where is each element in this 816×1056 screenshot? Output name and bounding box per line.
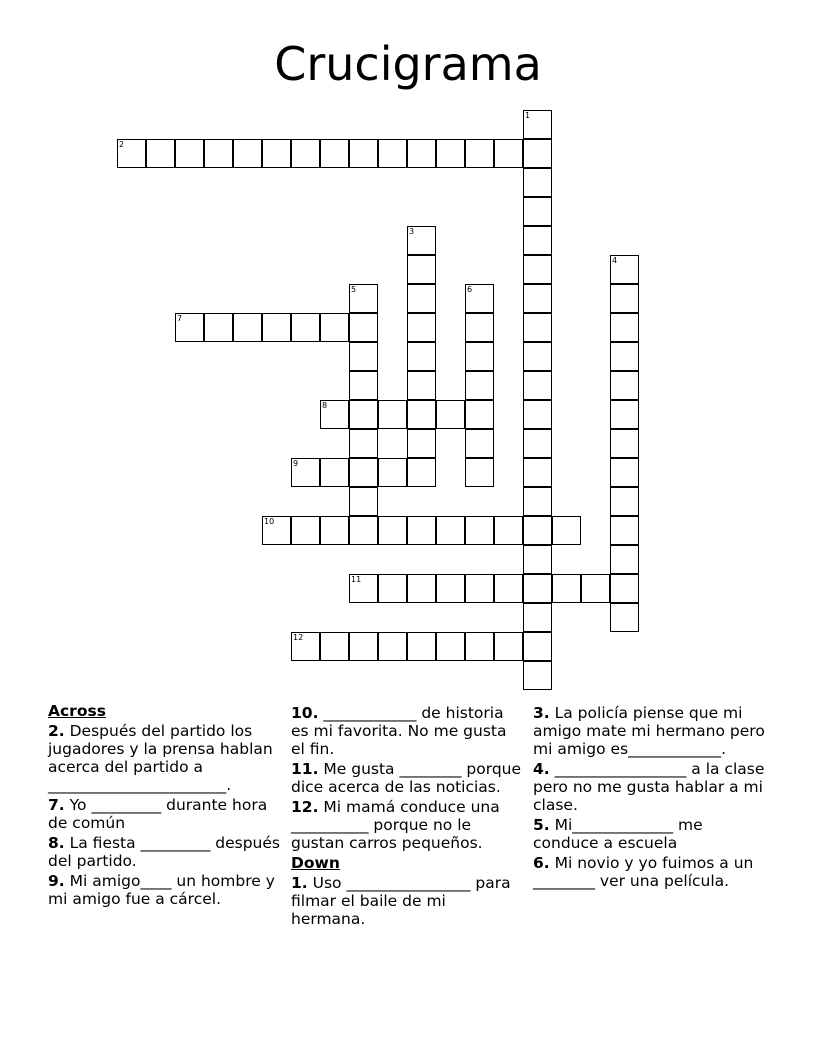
- crossword-cell[interactable]: [523, 110, 552, 139]
- clue-number: 11: [351, 575, 362, 584]
- crossword-cell[interactable]: [320, 632, 349, 661]
- crossword-cell[interactable]: [523, 255, 552, 284]
- crossword-cell[interactable]: [610, 371, 639, 400]
- crossword-cell[interactable]: [291, 458, 320, 487]
- clue-number: 2: [119, 140, 125, 149]
- clue-down-3: 3. La policía piense que mi amigo mate mi hermano pero mi amigo es____________.: [533, 704, 765, 758]
- crossword-cell[interactable]: [407, 255, 436, 284]
- crossword-cell[interactable]: [291, 139, 320, 168]
- crossword-cell[interactable]: [581, 574, 610, 603]
- crossword-cell[interactable]: [523, 487, 552, 516]
- crossword-cell[interactable]: [407, 313, 436, 342]
- crossword-cell[interactable]: [407, 284, 436, 313]
- crossword-cell[interactable]: [523, 516, 552, 545]
- crossword-cell[interactable]: [610, 255, 639, 284]
- clue-number: 5: [351, 285, 357, 294]
- clue-number: 8: [322, 401, 328, 410]
- crossword-cell[interactable]: [349, 313, 378, 342]
- clues-column-1: [48, 700, 280, 910]
- crossword-cell[interactable]: [349, 284, 378, 313]
- clue-down-6: 6. Mi novio y yo fuimos a un ________ ver una película.: [533, 854, 754, 890]
- crossword-cell[interactable]: [407, 574, 436, 603]
- crossword-cell[interactable]: [610, 603, 639, 632]
- crossword-cell[interactable]: [262, 516, 291, 545]
- crossword-cell[interactable]: [117, 139, 146, 168]
- clues-column-3: [533, 700, 765, 892]
- clue-number: 1: [525, 111, 531, 120]
- crossword-cell[interactable]: [233, 139, 262, 168]
- crossword-cell[interactable]: [523, 139, 552, 168]
- crossword-cell[interactable]: [610, 400, 639, 429]
- clue-across-2: 2. Después del partido los jugadores y la prensa hablan acerca del partido a _______________________.: [48, 722, 273, 794]
- clue-across-8: 8. La fiesta _________ después del partido.: [48, 834, 280, 870]
- crossword-cell[interactable]: [407, 139, 436, 168]
- crossword-cell[interactable]: [407, 516, 436, 545]
- crossword-cell[interactable]: [349, 342, 378, 371]
- crossword-cell[interactable]: [407, 429, 436, 458]
- crossword-cell[interactable]: [407, 400, 436, 429]
- crossword-cell[interactable]: [291, 632, 320, 661]
- crossword-cell[interactable]: [349, 487, 378, 516]
- crossword-cell[interactable]: [436, 574, 465, 603]
- crossword-cell[interactable]: [378, 139, 407, 168]
- crossword-cell[interactable]: [465, 574, 494, 603]
- crossword-cell[interactable]: [494, 632, 523, 661]
- crossword-cell[interactable]: [146, 139, 175, 168]
- crossword-cell[interactable]: [262, 139, 291, 168]
- crossword-cell[interactable]: [378, 632, 407, 661]
- crossword-cell[interactable]: [204, 139, 233, 168]
- crossword-cell[interactable]: [523, 429, 552, 458]
- crossword-cell[interactable]: [523, 168, 552, 197]
- crossword-cell[interactable]: [523, 603, 552, 632]
- clue-number: 12: [293, 633, 304, 642]
- crossword-cell[interactable]: [349, 632, 378, 661]
- crossword-cell[interactable]: [523, 371, 552, 400]
- crossword-cell[interactable]: [204, 313, 233, 342]
- crossword-cell[interactable]: [378, 516, 407, 545]
- crossword-cell[interactable]: [407, 226, 436, 255]
- clue-across-9: 9. Mi amigo____ un hombre y mi amigo fue a cárcel.: [48, 872, 275, 908]
- crossword-cell[interactable]: [378, 400, 407, 429]
- clue-number: 3: [409, 227, 415, 236]
- crossword-cell[interactable]: [320, 400, 349, 429]
- crossword-cell[interactable]: [523, 313, 552, 342]
- crossword-cell[interactable]: [291, 313, 320, 342]
- crossword-cell[interactable]: [349, 371, 378, 400]
- crossword-cell[interactable]: [523, 342, 552, 371]
- crossword-cell[interactable]: [349, 574, 378, 603]
- crossword-cell[interactable]: [465, 313, 494, 342]
- crossword-cell[interactable]: [465, 371, 494, 400]
- crossword-cell[interactable]: [610, 284, 639, 313]
- clue-across-12: 12. Mi mamá conduce una __________ porque no le gustan carros pequeños.: [291, 798, 500, 852]
- crossword-cell[interactable]: [465, 284, 494, 313]
- clue-down-4: 4. _________________ a la clase pero no me gusta hablar a mi clase.: [533, 760, 765, 814]
- crossword-cell[interactable]: [175, 313, 204, 342]
- crossword-cell[interactable]: [436, 632, 465, 661]
- crossword-cell[interactable]: [407, 342, 436, 371]
- crossword-cell[interactable]: [407, 458, 436, 487]
- crossword-cell[interactable]: [436, 516, 465, 545]
- crossword-cell[interactable]: [465, 400, 494, 429]
- crossword-cell[interactable]: [610, 545, 639, 574]
- crossword-cell[interactable]: [610, 516, 639, 545]
- crossword-cell[interactable]: [523, 661, 552, 690]
- crossword-cell[interactable]: [523, 458, 552, 487]
- crossword-cell[interactable]: [407, 632, 436, 661]
- clue-across-10: 10. ____________ de historia es mi favorita. No me gusta el fin.: [291, 704, 507, 758]
- crossword-cell[interactable]: [494, 574, 523, 603]
- crossword-cell[interactable]: [523, 400, 552, 429]
- crossword-cell[interactable]: [320, 139, 349, 168]
- crossword-cell[interactable]: [552, 516, 581, 545]
- clue-across-7: 7. Yo _________ durante hora de común: [48, 796, 268, 832]
- crossword-cell[interactable]: [465, 632, 494, 661]
- crossword-cell[interactable]: [233, 313, 262, 342]
- crossword-cell[interactable]: [378, 458, 407, 487]
- crossword-cell[interactable]: [465, 516, 494, 545]
- crossword-cell[interactable]: [436, 139, 465, 168]
- crossword-cell[interactable]: [465, 139, 494, 168]
- crossword-cell[interactable]: [610, 342, 639, 371]
- crossword-cell[interactable]: [523, 226, 552, 255]
- crossword-cell[interactable]: [378, 574, 407, 603]
- crossword-cell[interactable]: [465, 458, 494, 487]
- crossword-cell[interactable]: [320, 458, 349, 487]
- down-header: Down: [291, 854, 340, 872]
- across-header: Across: [48, 702, 106, 720]
- clue-number: 4: [612, 256, 618, 265]
- crossword-cell[interactable]: [610, 313, 639, 342]
- clues-column-2: [291, 700, 523, 930]
- crossword-cell[interactable]: [349, 429, 378, 458]
- clue-number: 6: [467, 285, 473, 294]
- crossword-cell[interactable]: [610, 574, 639, 603]
- crossword-cell[interactable]: [465, 429, 494, 458]
- crossword-cell[interactable]: [552, 574, 581, 603]
- clue-across-11: 11. Me gusta ________ porque dice acerca de las noticias.: [291, 760, 522, 796]
- crossword-cell[interactable]: [349, 516, 378, 545]
- crossword-cell[interactable]: [523, 197, 552, 226]
- crossword-cell[interactable]: [523, 574, 552, 603]
- clue-down-5: 5. Mi_____________ me conduce a escuela: [533, 816, 703, 852]
- crossword-cell[interactable]: [175, 139, 204, 168]
- crossword-cell[interactable]: [494, 516, 523, 545]
- crossword-cell[interactable]: [610, 458, 639, 487]
- crossword-cell[interactable]: [523, 545, 552, 574]
- crossword-cell[interactable]: [349, 400, 378, 429]
- crossword-cell[interactable]: [320, 516, 349, 545]
- crossword-cell[interactable]: [349, 458, 378, 487]
- clue-number: 7: [177, 314, 183, 323]
- crossword-cell[interactable]: [523, 632, 552, 661]
- crossword-cell[interactable]: [262, 313, 291, 342]
- crossword-cell[interactable]: [349, 139, 378, 168]
- clue-number: 9: [293, 459, 299, 468]
- crossword-cell[interactable]: [407, 371, 436, 400]
- crossword-cell[interactable]: [494, 139, 523, 168]
- crossword-cell[interactable]: [291, 516, 320, 545]
- crossword-cell[interactable]: [523, 284, 552, 313]
- crossword-cell[interactable]: [610, 487, 639, 516]
- crossword-cell[interactable]: [320, 313, 349, 342]
- page-title: Crucigrama: [274, 37, 542, 91]
- clue-down-1: 1. Uso ________________ para filmar el baile de mi hermana.: [291, 874, 511, 928]
- clue-number: 10: [264, 517, 275, 526]
- crossword-cell[interactable]: [610, 429, 639, 458]
- crossword-cell[interactable]: [465, 342, 494, 371]
- crossword-cell[interactable]: [436, 400, 465, 429]
